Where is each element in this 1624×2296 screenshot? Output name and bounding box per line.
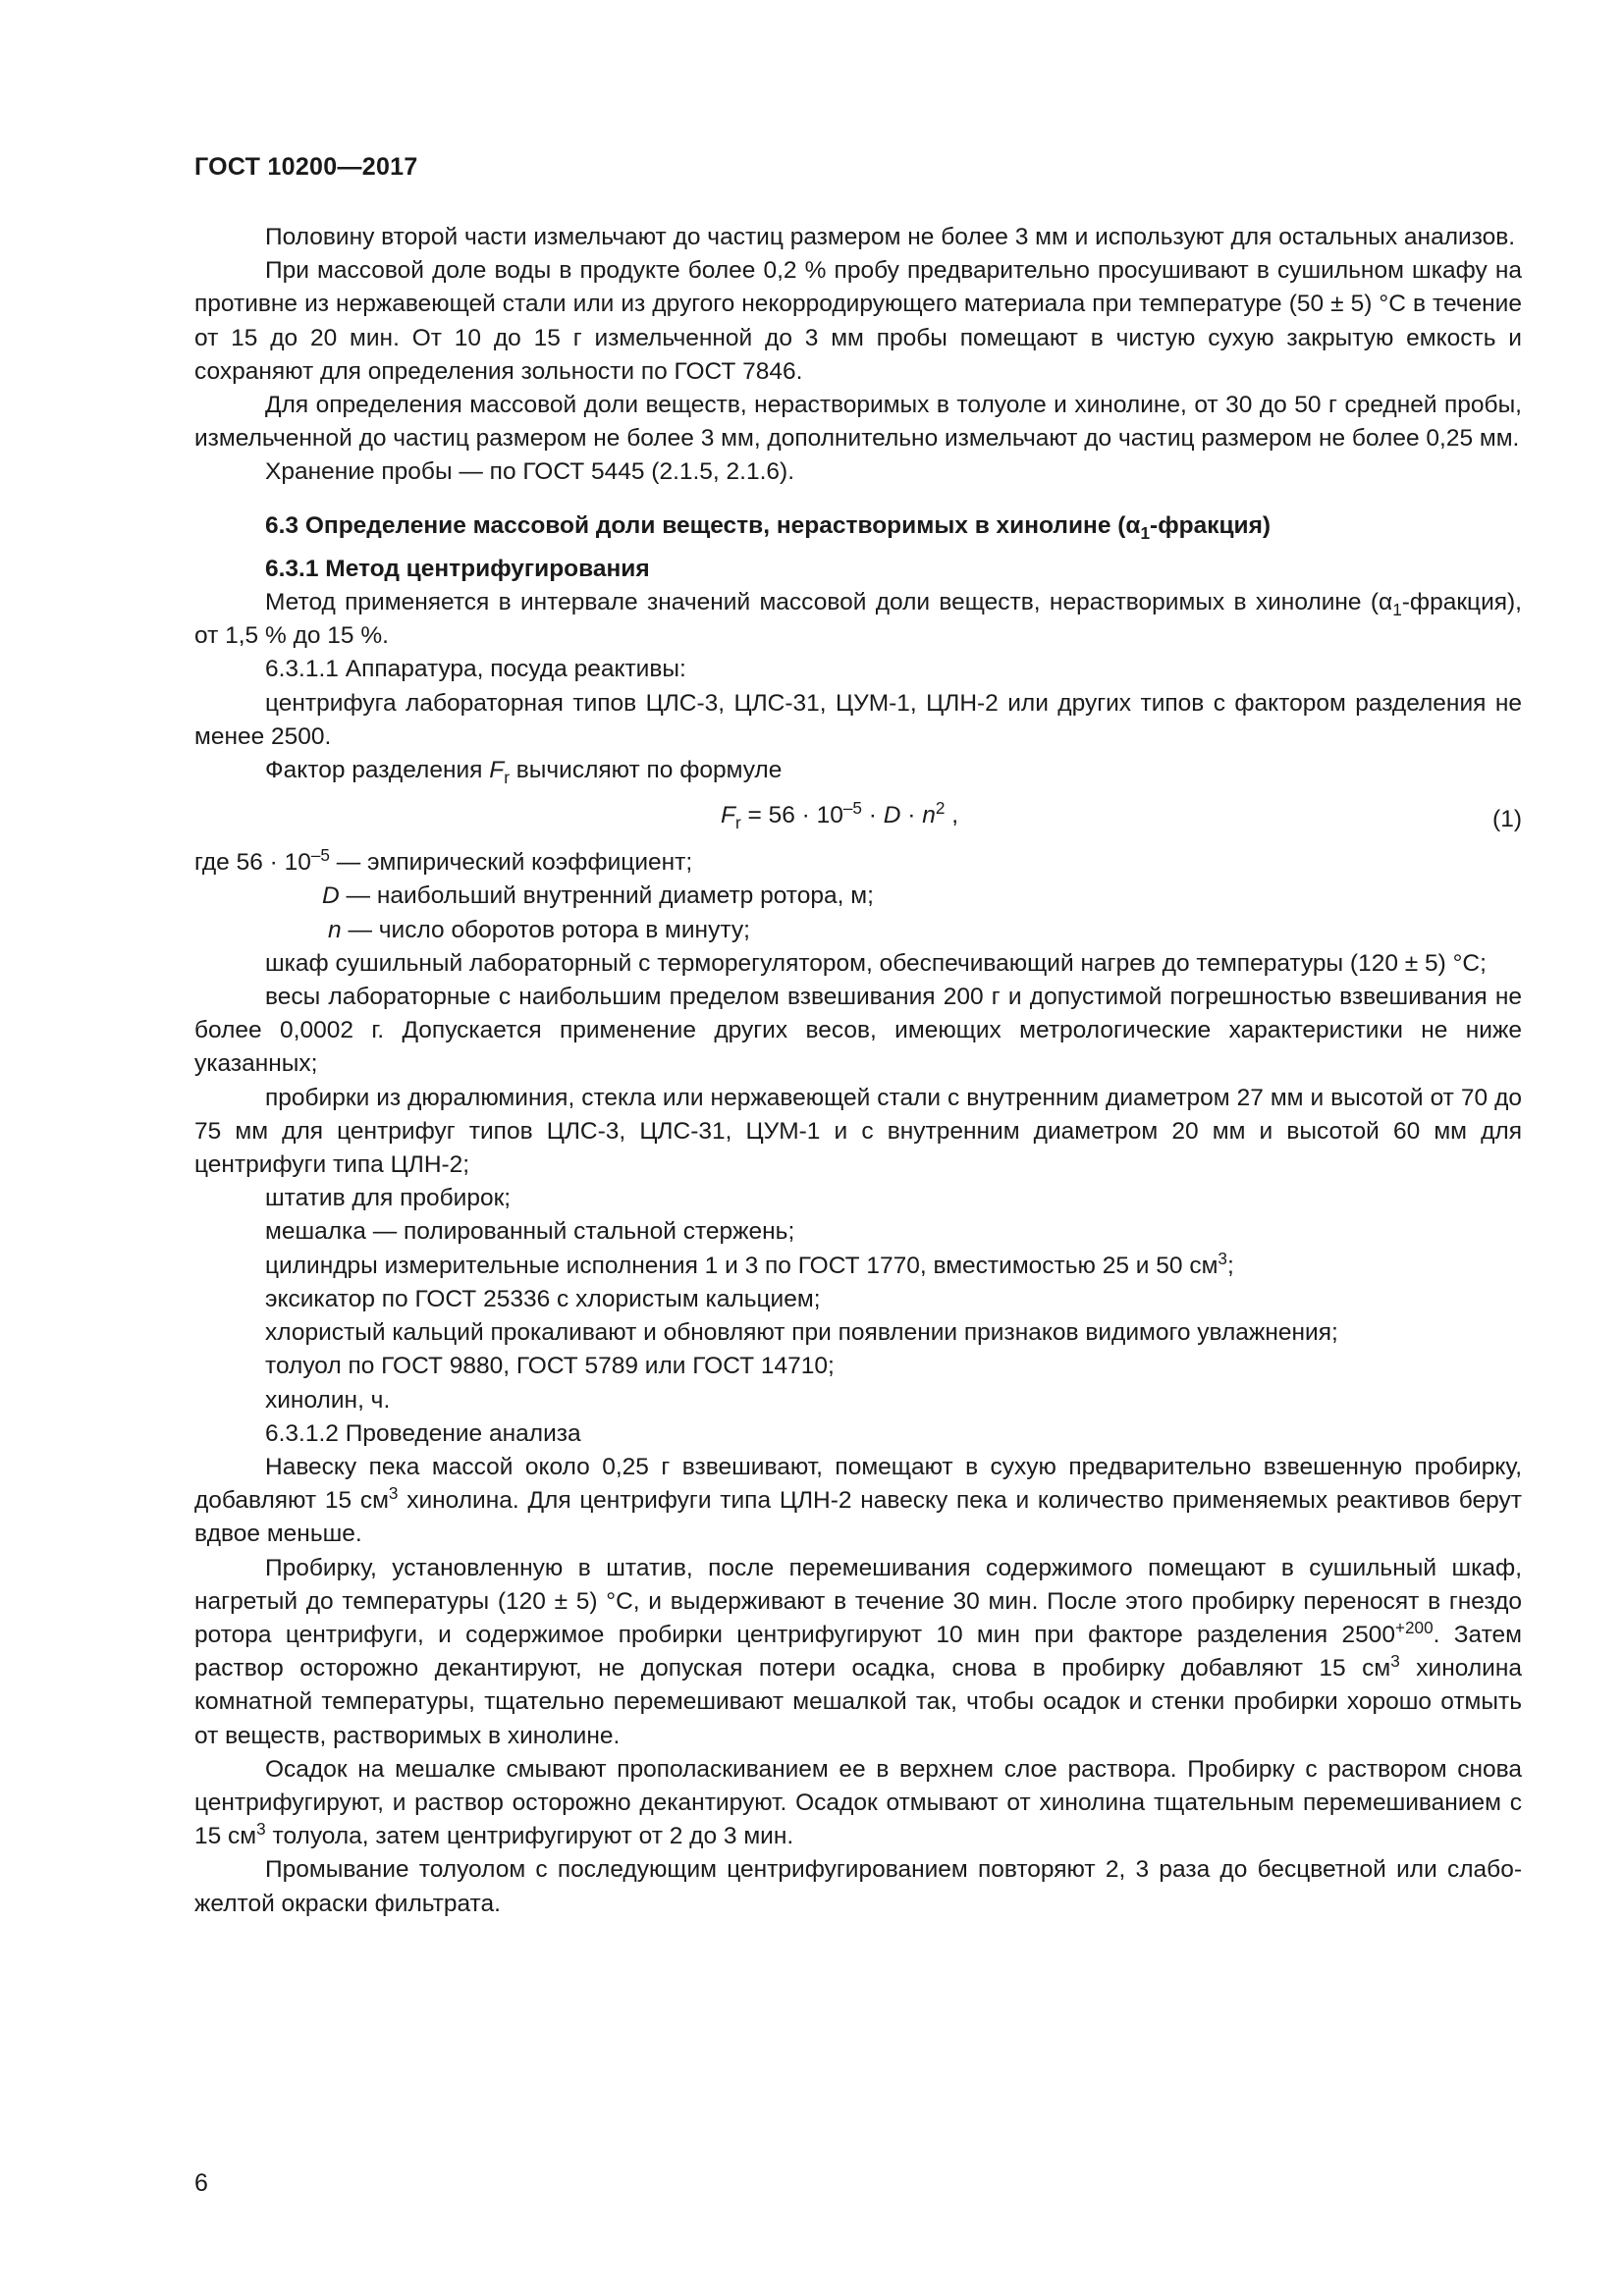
text-run: толуола, затем центрифугируют от 2 до 3 мин. <box>265 1823 794 1850</box>
formula-var: F <box>721 802 735 829</box>
superscript: 3 <box>256 1818 266 1839</box>
text-run: Метод применяется в интервале значений массовой доли веществ, нерастворимых в хинолине (α <box>265 589 1393 616</box>
where-item-d <box>194 880 1522 913</box>
text-run: где 56 · 10 <box>194 849 311 877</box>
formula-text: · <box>861 802 884 829</box>
superscript: +200 <box>1395 1617 1434 1637</box>
paragraph: Промывание толуолом с последующим центрифугированием повторяют 2, 3 раза до бесцветной или слабо-желтой окраски фильтрата. <box>194 1856 1522 1917</box>
paragraph: эксикатор по ГОСТ 25336 с хлористым кальцием; <box>265 1285 821 1312</box>
heading-text: 6.3 Определение массовой доли веществ, нерастворимых в хинолине (α <box>265 511 1141 539</box>
formula-text: = 56 · 10 <box>740 802 843 829</box>
where-item-n <box>194 914 1522 947</box>
paragraph <box>194 586 1522 653</box>
variable: D <box>322 882 340 910</box>
page-number: 6 <box>194 2169 208 2197</box>
document-header: ГОСТ 10200—2017 <box>194 153 418 181</box>
superscript: 3 <box>1218 1248 1227 1268</box>
text-run: -фракция), от 1,5 % до 15 %. <box>194 589 1522 650</box>
text-run: Пробирку, установленную в штатив, после перемешивания содержимого помещают в сушильный шкаф, нагретый до температуры (120 ± 5) °С, и выдерживают в течение 30 мин. После этого пробирку переносят в гнездо ротора центрифуги, и содержимое пробирки центрифугируют 10 мин при факторе разделения 2500 <box>194 1554 1522 1648</box>
paragraph <box>194 1552 1522 1753</box>
heading-subscript: 1 <box>1140 522 1151 543</box>
paragraph: шкаф сушильный лабораторный с терморегулятором, обеспечивающий нагрев до температуры (120 ± 5) °С; <box>265 949 1487 977</box>
paragraph <box>194 1250 1522 1283</box>
formula-exp: 2 <box>935 798 946 819</box>
text-run: — число оборотов ротора в минуту; <box>341 916 750 943</box>
text-run: — эмпирический коэффициент; <box>329 849 693 877</box>
variable: F <box>489 757 505 784</box>
superscript: 3 <box>388 1482 399 1503</box>
subscript: r <box>504 767 510 787</box>
paragraph: мешалка — полированный стальной стержень; <box>265 1218 795 1246</box>
formula-sub: r <box>734 813 741 833</box>
paragraph <box>194 1451 1522 1552</box>
superscript: 3 <box>1390 1650 1400 1671</box>
text-run: хинолина комнатной температуры, тщательно перемешивают мешалкой так, чтобы осадок и стенки пробирки хорошо отмыть от веществ, растворимых в хинолине. <box>194 1655 1522 1749</box>
formula-text: , <box>945 802 959 829</box>
paragraph: Половину второй части измельчают до частиц размером не более 3 мм и используют для остальных анализов. <box>265 224 1516 250</box>
text-run: цилиндры измерительные исполнения 1 и 3 по ГОСТ 1770, вместимостью 25 и 50 см <box>265 1252 1218 1279</box>
text-run: . Затем раствор осторожно декантируют, не допуская потери осадка, снова в пробирку добавляют 15 см <box>194 1621 1523 1682</box>
section-heading-6-3 <box>194 509 1522 543</box>
formula-row <box>194 791 1522 840</box>
paragraph <box>194 1753 1522 1854</box>
text-run: хинолина. Для центрифуги типа ЦЛН-2 навеску пека и количество применяемых реактивов берут вдвое меньше. <box>194 1487 1522 1548</box>
formula-exp: –5 <box>842 798 862 819</box>
text-run: — наибольший внутренний диаметр ротора, м; <box>339 882 874 910</box>
text-run: Навеску пека массой около 0,25 г взвешивают, помещают в сухую предварительно взвешенную пробирку, добавляют 15 см <box>194 1453 1522 1515</box>
paragraph: хлористый кальций прокаливают и обновляют при появлении признаков видимого увлажнения; <box>265 1319 1338 1347</box>
paragraph: хинолин, ч. <box>265 1386 391 1414</box>
paragraph <box>194 754 1522 787</box>
formula-text: · <box>900 802 923 829</box>
formula-var: D <box>883 802 901 829</box>
text-run: ; <box>1226 1252 1234 1279</box>
section-heading-6-3-1: 6.3.1 Метод центрифугирования <box>265 555 650 582</box>
text-run: Фактор разделения <box>265 757 490 784</box>
document-body <box>194 221 1522 1921</box>
formula-var: n <box>922 802 936 829</box>
heading-text: -фракция) <box>1150 511 1272 539</box>
paragraph: толуол по ГОСТ 9880, ГОСТ 5789 или ГОСТ 14710; <box>265 1353 835 1380</box>
paragraph: штатив для пробирок; <box>265 1185 512 1212</box>
equation-number: (1) <box>1492 806 1522 833</box>
text-run: Осадок на мешалке смывают прополаскиванием ее в верхнем слое раствора. Пробирку с раствором снова центрифугируют, и раствор осторожно декантируют. Осадок отмывают от хинолина тщательным перемешиванием с 15 см <box>194 1755 1522 1850</box>
paragraph: Для определения массовой доли веществ, нерастворимых в толуоле и хинолине, от 30 до 50 г средней пробы, измельченной до частиц размером не более 3 мм, дополнительно измельчают до частиц размером не более 0,25 мм. <box>194 392 1522 453</box>
paragraph: 6.3.1.1 Аппаратура, посуда реактивы: <box>265 656 686 683</box>
superscript: –5 <box>310 845 330 866</box>
paragraph: весы лабораторные с наибольшим пределом взвешивания 200 г и допустимой погрешностью взвешивания не более 0,0002 г. Допускается применение других весов, имеющих метрологические характеристики не ниже указанных; <box>194 984 1522 1078</box>
paragraph: 6.3.1.2 Проведение анализа <box>265 1419 581 1447</box>
text-run: вычисляют по формуле <box>509 757 783 784</box>
document-page <box>194 0 1522 2296</box>
paragraph: Хранение пробы — по ГОСТ 5445 (2.1.5, 2.1.6). <box>265 458 794 486</box>
subscript: 1 <box>1392 599 1402 619</box>
where-clause <box>194 846 1522 880</box>
formula <box>721 799 958 832</box>
variable: n <box>328 916 342 943</box>
paragraph: При массовой доле воды в продукте более 0,2 % пробу предварительно просушивают в сушильном шкафу на противне из нержавеющей стали или из другого некорродирующего материала при температуре (50 ± 5) °С в течение от 15 до 20 мин. От 10 до 15 г измельченной до 3 мм пробы помещают в чистую сухую закрытую емкость и сохраняют для определения зольности по ГОСТ 7846. <box>194 257 1522 385</box>
paragraph: пробирки из дюралюминия, стекла или нержавеющей стали с внутренним диаметром 27 мм и высотой от 70 до 75 мм для центрифуг типов ЦЛС-3, ЦЛС-31, ЦУМ-1 и с внутренним диаметром 20 мм и высотой 60 мм для центрифуги типа ЦЛН-2; <box>194 1084 1522 1179</box>
paragraph: центрифуга лабораторная типов ЦЛС-3, ЦЛС-31, ЦУМ-1, ЦЛН-2 или других типов с фактором разделения не менее 2500. <box>194 689 1522 750</box>
